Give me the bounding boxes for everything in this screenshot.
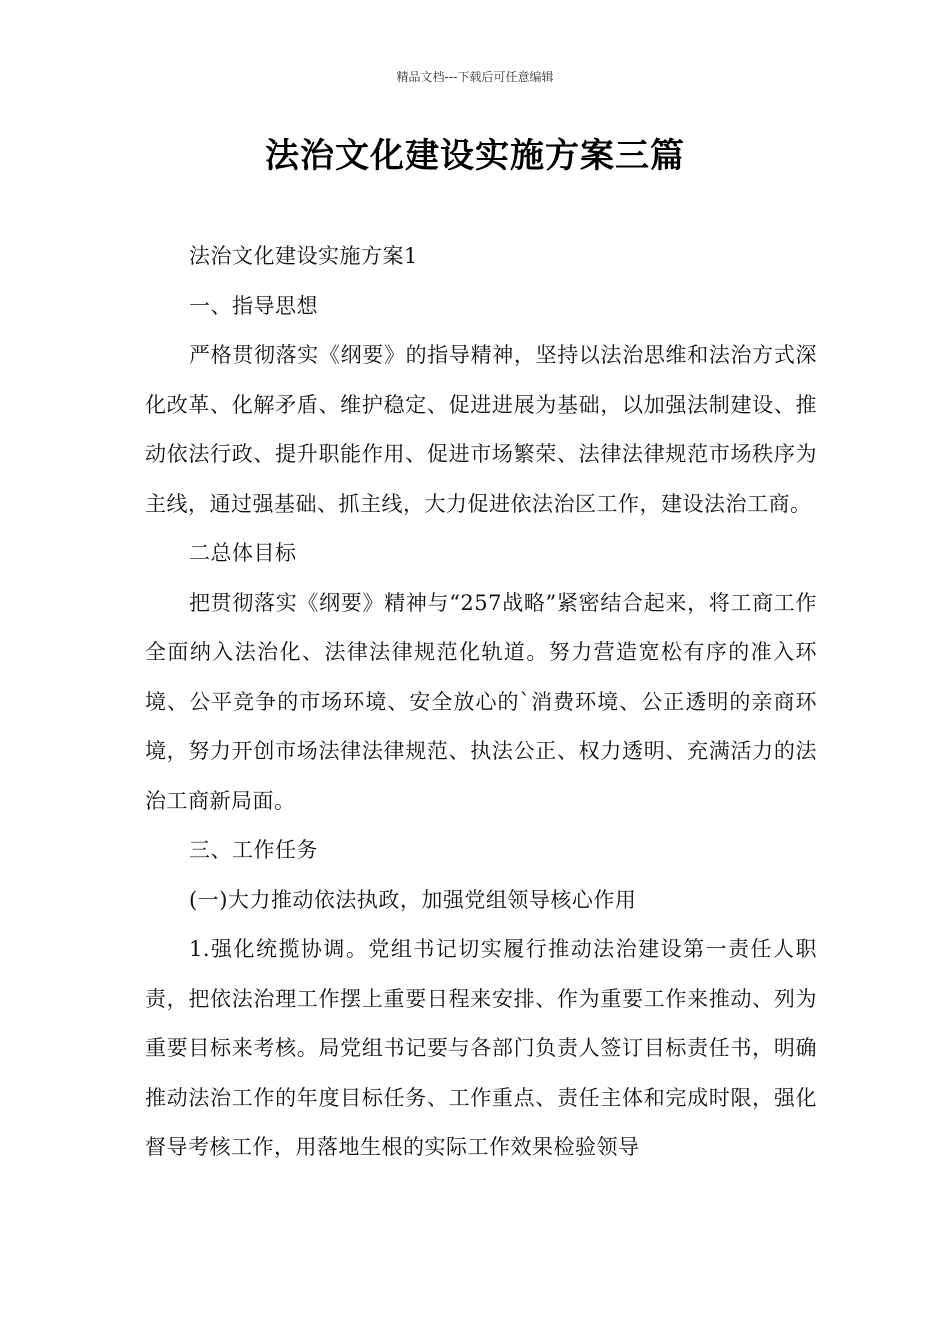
document-title: 法治文化建设实施方案三篇 xyxy=(265,136,685,176)
paragraph-guiding-ideology: 严格贯彻落实《纲要》的指导精神，坚持以法治思维和法治方式深化改革、化解矛盾、维护稳定、促进进展为基础，以加强法制建设、推动依法行政、提升职能作用、促进市场繁荣、法律法律规范市场秩序为主线，通过强基础、抓主线，大力促进依法治区工作，建设法治工商。 xyxy=(145,343,817,516)
section-heading-guiding-ideology: 一、指导思想 xyxy=(189,293,318,318)
section-heading-plan-1: 法治文化建设实施方案1 xyxy=(189,244,418,268)
header-watermark: 精品文档---下载后可任意编辑 xyxy=(396,70,554,84)
section-heading-work-tasks: 三、工作任务 xyxy=(189,838,318,862)
paragraph-overall-goal: 把贯彻落实《纲要》精神与“257战略”紧密结合起来，将工商工作全面纳入法治化、法律法律规范化轨道。努力营造宽松有序的准入环境、公平竞争的市场环境、安全放心的`消费环境、公正透明的亲商环境，努力开创市场法律法律规范、执法公正、权力透明、充满活力的法治工商新局面。 xyxy=(145,590,817,813)
section-heading-overall-goal: 二总体目标 xyxy=(189,541,297,565)
subsection-heading-1: (一)大力推动依法执政，加强党组领导核心作用 xyxy=(189,887,637,912)
paragraph-coordination: 1.强化统揽协调。党组书记切实履行推动法治建设第一责任人职责，把依法治理工作摆上重要日程来安排、作为重要工作来推动、列为重要目标来考核。局党组书记要与各部门负责人签订目标责任书，明确推动法治工作的年度目标任务、工作重点、责任主体和完成时限，强化督导考核工作，用落地生根的实际工作效果检验领导 xyxy=(145,937,817,1159)
document-body xyxy=(145,232,817,1173)
